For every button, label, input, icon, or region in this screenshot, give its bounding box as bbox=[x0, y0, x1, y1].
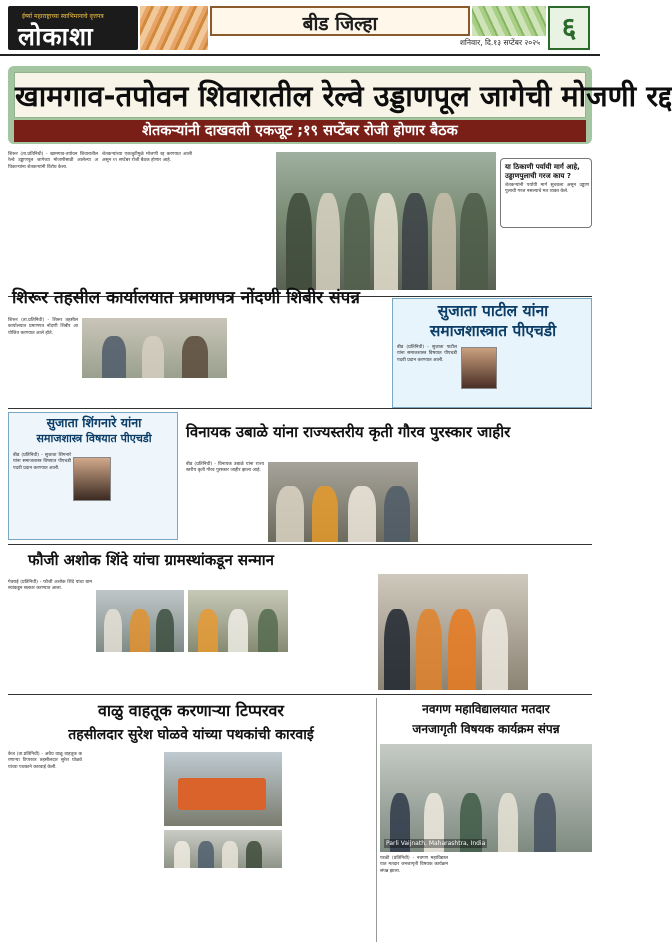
fauji-shinde-caption bbox=[96, 656, 288, 690]
sujata-patil-headline-2[interactable]: समाजशास्त्रात पीएचडी bbox=[429, 322, 557, 340]
sujata-shinganare-headline-1[interactable]: सुजाता शिंगनारे यांना bbox=[46, 415, 142, 430]
callout-body: शेतकऱ्यांनी पर्यायी मार्ग सुचवला असून उड्डाणपुलाची गरज नसल्याचे मत व्यक्त केले. bbox=[505, 183, 589, 195]
fauji-shinde-body: गेवराई (प्रतिनिधी) - फौजी अशोक शिंदे यांचा ग्रामस्थांकडून सत्कार करण्यात आला. bbox=[8, 580, 92, 592]
sand-tipper-body: केज (ता.प्रतिनिधी) - अवैध वाळू वाहतूक करणाऱ्या टिप्परवर तहसीलदार सुरेश घोळवे यांच्या पथकाने कारवाई केली. bbox=[8, 752, 82, 770]
shirur-camp-photo[interactable] bbox=[82, 318, 227, 378]
fauji-shinde-headline[interactable]: फौजी अशोक शिंदे यांचा ग्रामस्थांकडून सन्मान bbox=[28, 551, 274, 569]
page-number: ६ bbox=[548, 6, 590, 50]
lead-headline[interactable]: खामगाव-तपोवन शिवारातील रेल्वे उड्डाणपूल जागेची मोजणी रद्द bbox=[14, 72, 586, 118]
shirur-camp-column bbox=[82, 380, 227, 404]
issue-date: शनिवार, दि.१३ सप्टेंबर २०२५ bbox=[459, 38, 540, 47]
divider bbox=[8, 694, 592, 695]
lead-subheadline: शेतकऱ्यांनी दाखवली एकजूट ;१९ सप्टेंबर रोजी होणार बैठक bbox=[14, 120, 586, 142]
fauji-shinde-photo-2[interactable] bbox=[188, 590, 288, 652]
sand-tipper-column bbox=[86, 752, 160, 940]
newspaper-logo[interactable] bbox=[8, 6, 138, 50]
shirur-camp-headline[interactable]: शिरूर तहसील कार्यालयात प्रमाणपत्र नोंदणी शिबीर संपन्न bbox=[12, 288, 360, 308]
vinayak-ubale-column bbox=[422, 462, 504, 542]
section-title: बीड जिल्हा bbox=[302, 13, 378, 35]
sujata-shinganare-column bbox=[113, 453, 175, 537]
sujata-patil-body: बीड (प्रतिनिधी) - सुजाता पाटील यांना समाजशास्त्र विषयात पीएचडी पदवी प्रदान करण्यात आली. bbox=[397, 345, 457, 363]
sujata-patil-box bbox=[392, 298, 592, 408]
voter-awareness-body: परळी (प्रतिनिधी) - नवगण महाविद्यालयात मतदार जनजागृती विषयक कार्यक्रम संपन्न झाला. bbox=[380, 856, 448, 874]
lead-story-column-3 bbox=[196, 152, 272, 290]
lead-story-photo[interactable] bbox=[276, 152, 496, 290]
lead-story-paragraph: शिरूर (ता.प्रतिनिधी) - खामगाव-तपोवन शिवारातील रेल्वे उड्डाणपूल जागेच्या मोजणीसाठी आलेल्या अधिकाऱ्यांना शेतकऱ्यांनी विरोध केला. bbox=[8, 152, 98, 170]
sand-tipper-column bbox=[286, 752, 372, 940]
column-divider bbox=[376, 698, 377, 942]
sand-tipper-team-photo[interactable] bbox=[164, 830, 282, 868]
vinayak-ubale-photo[interactable] bbox=[268, 462, 418, 542]
shirur-camp-column bbox=[231, 318, 301, 404]
shirur-camp-body: शिरूर (ता.प्रतिनिधी) - शिरूर तहसील कार्यालयात प्रमाणपत्र नोंदणी शिबीर आयोजित करण्यात आले होते. bbox=[8, 318, 78, 336]
lead-story-column-1 bbox=[8, 152, 98, 290]
fauji-shinde-column bbox=[292, 580, 374, 690]
decorative-pattern bbox=[472, 6, 546, 36]
voter-awareness-headline-2[interactable]: जनजागृती विषयक कार्यक्रम संपन्न bbox=[412, 722, 560, 736]
photo-credit: Parli Vaijnath, Maharashtra, India bbox=[386, 840, 486, 847]
sujata-shinganare-headline-2[interactable]: समाजशास्त्र विषयात पीएचडी bbox=[36, 432, 152, 445]
lead-story-column-2 bbox=[102, 152, 192, 290]
decorative-pattern bbox=[140, 6, 208, 50]
logo-text: लोकाशा bbox=[18, 22, 94, 51]
sujata-shinganare-box bbox=[8, 412, 178, 540]
vinayak-ubale-body: बीड (प्रतिनिधी) - विनायक उबाळे यांना राज्यस्तरीय कृती गौरव पुरस्कार जाहीर झाला आहे. bbox=[186, 462, 264, 474]
sujata-shinganare-portrait[interactable] bbox=[73, 457, 111, 501]
sand-tipper-headline-2[interactable]: तहसीलदार सुरेश घोळवे यांच्या पथकांची कारवाई bbox=[68, 727, 314, 743]
vinayak-ubale-column bbox=[508, 462, 592, 542]
tipper-truck bbox=[178, 778, 266, 810]
voter-awareness-photo[interactable] bbox=[380, 744, 592, 852]
sujata-patil-headline-1[interactable]: सुजाता पाटील यांना bbox=[437, 302, 549, 320]
sujata-patil-column bbox=[501, 345, 589, 405]
sujata-patil-portrait[interactable] bbox=[461, 347, 497, 389]
sujata-shinganare-body: बीड (प्रतिनिधी) - सुजाता शिंगनारे यांना समाजशास्त्र विषयात पीएचडी पदवी प्रदान करण्यात आली. bbox=[13, 453, 71, 471]
lead-story-paragraph: शेतकऱ्यांच्या एकजुटीमुळे मोजणी रद्द करण्यात आली असून १९ सप्टेंबर रोजी बैठक होणार आहे. bbox=[102, 152, 192, 164]
callout-continued bbox=[500, 232, 592, 290]
logo-tagline: ईर्ष्या महाराष्ट्राच्या स्वाभिमानाचे वृत्तपत्र bbox=[22, 13, 104, 20]
fauji-shinde-photo-3[interactable] bbox=[378, 574, 528, 690]
vinayak-ubale-headline[interactable]: विनायक उबाळे यांना राज्यस्तरीय कृती गौरव पुरस्कार जाहीर bbox=[186, 423, 511, 441]
voter-awareness-headline-1[interactable]: नवगण महाविद्यालयात मतदार bbox=[422, 702, 550, 716]
voter-awareness-column bbox=[524, 856, 592, 940]
voter-awareness-column bbox=[452, 856, 520, 940]
section-title-box bbox=[210, 6, 470, 36]
sand-tipper-truck-photo[interactable] bbox=[164, 752, 282, 826]
sand-tipper-headline-1[interactable]: वाळु वाहतूक करणाऱ्या टिप्परवर bbox=[98, 701, 284, 720]
fauji-shinde-column bbox=[532, 574, 592, 690]
callout-title: या ठिकाणी पर्यायी मार्ग आहे, उड्डाणपुलाची गरज काय ? bbox=[505, 163, 580, 180]
callout-box bbox=[500, 158, 592, 228]
divider bbox=[8, 408, 592, 409]
masthead bbox=[0, 0, 600, 56]
sand-tipper-column bbox=[164, 872, 282, 940]
shirur-camp-column bbox=[305, 318, 387, 404]
fauji-shinde-photo-1[interactable] bbox=[96, 590, 184, 652]
